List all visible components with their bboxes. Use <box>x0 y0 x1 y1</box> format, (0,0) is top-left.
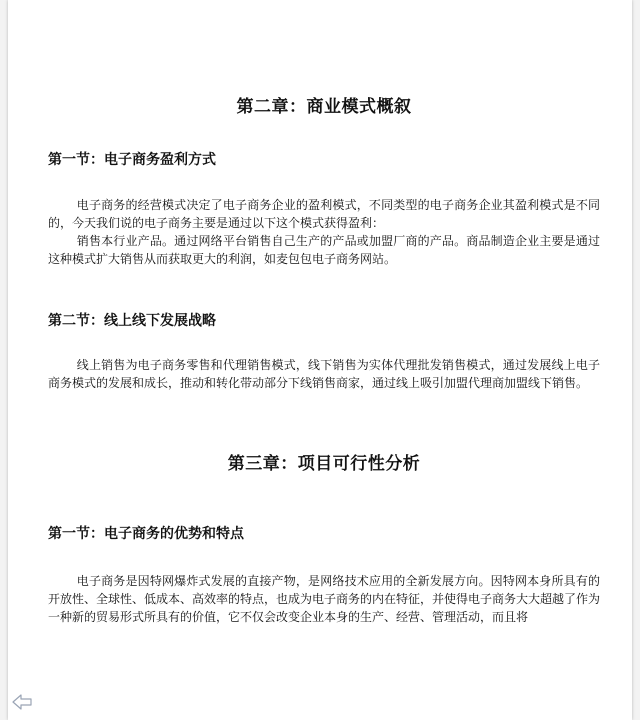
chapter-2-section-2-title: 第二节：线上线下发展战略 <box>48 313 216 329</box>
document-page <box>8 0 632 720</box>
chapter-3-section-1-title: 第一节：电子商务的优势和特点 <box>48 526 244 542</box>
chapter-2-section-1-title: 第一节：电子商务盈利方式 <box>48 152 216 168</box>
chapter-2-title: 第二章：商业模式概叙 <box>236 97 412 117</box>
chapter-2-section-2-paragraph-1: 线上销售为电子商务零售和代理销售模式，线下销售为实体代理批发销售模式，通过发展线上电子商务模式的发展和成长，推动和转化带动部分下线销售商家，通过线上吸引加盟代理商加盟线下销售。 <box>48 358 600 390</box>
chapter-3-title: 第三章：项目可行性分析 <box>227 454 421 474</box>
back-arrow-icon[interactable] <box>12 694 32 710</box>
back-arrow-icon-svg <box>12 694 32 710</box>
chapter-2-section-1-paragraph-2: 销售本行业产品。通过网络平台销售自己生产的产品或加盟厂商的产品。商品制造企业主要是通过这种模式扩大销售从而获取更大的利润，如麦包包电子商务网站。 <box>48 234 600 266</box>
chapter-2-section-1-paragraph-1: 电子商务的经营模式决定了电子商务企业的盈利模式，不同类型的电子商务企业其盈利模式是不同的，今天我们说的电子商务主要是通过以下这个模式获得盈利： <box>48 198 600 230</box>
chapter-3-section-1-paragraph-1: 电子商务是因特网爆炸式发展的直接产物，是网络技术应用的全新发展方向。因特网本身所具有的开放性、全球性、低成本、高效率的特点，也成为电子商务的内在特征，并使得电子商务大大超越了作为一种新的贸易形式所具有的价值，它不仅会改变企业本身的生产、经营、管理活动，而且将 <box>48 574 601 624</box>
